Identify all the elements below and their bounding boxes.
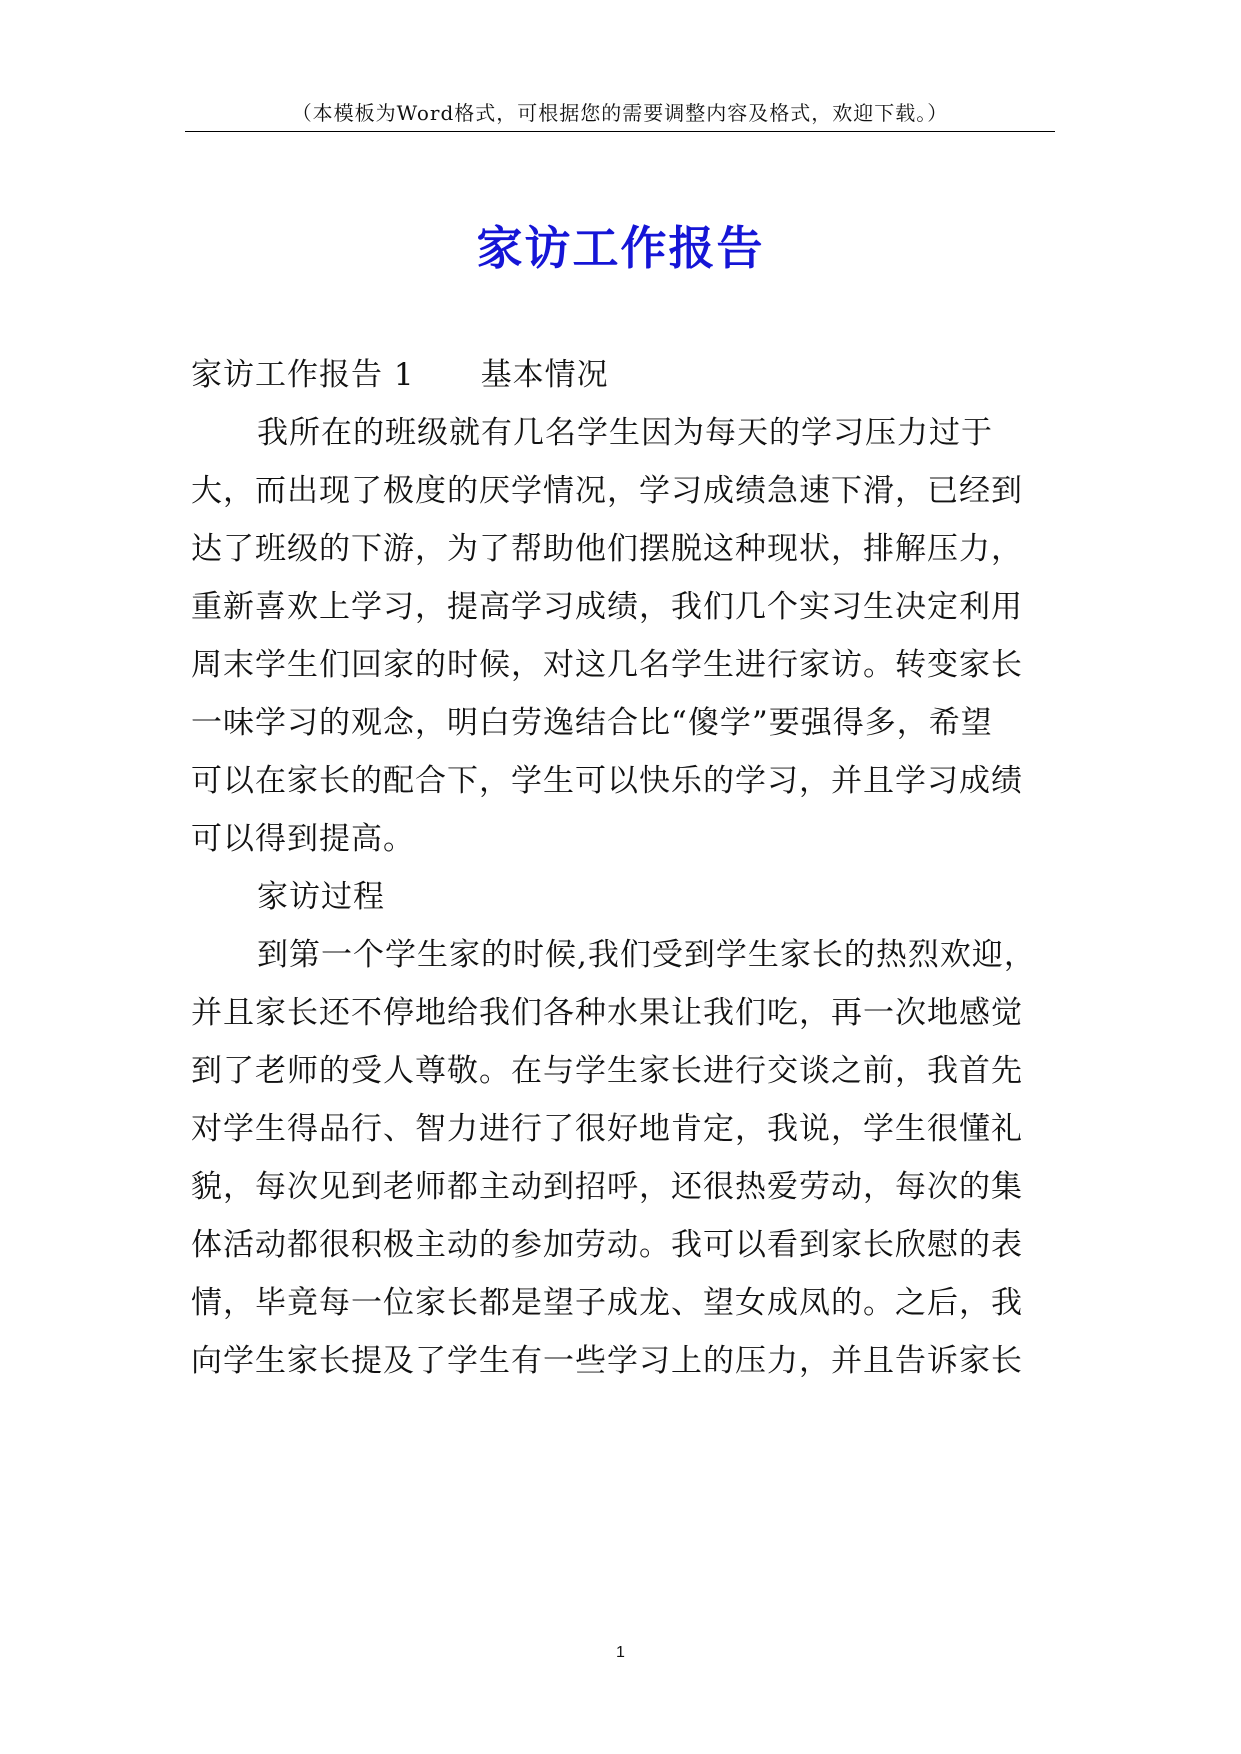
paragraph-line: 貌，每次见到老师都主动到招呼，还很热爱劳动，每次的集 <box>191 1169 1023 1205</box>
section-subheading: 基本情况 <box>480 357 609 393</box>
paragraph-line: 可以得到提高。 <box>191 821 415 857</box>
paragraph-line: 我所在的班级就有几名学生因为每天的学习压力过于 <box>257 415 993 451</box>
paragraph-line: 达了班级的下游，为了帮助他们摆脱这种现状，排解压力， <box>191 531 1023 567</box>
paragraph-line: 可以在家长的配合下，学生可以快乐的学习，并且学习成绩 <box>191 763 1023 799</box>
paragraph-line: 体活动都很积极主动的参加劳动。我可以看到家长欣慰的表 <box>191 1227 1023 1263</box>
section-heading-line <box>191 355 1071 395</box>
paragraph-line: 到第一个学生家的时候,我们受到学生家长的热烈欢迎， <box>257 937 1036 973</box>
paragraph-line: 到了老师的受人尊敬。在与学生家长进行交谈之前，我首先 <box>191 1053 1023 1089</box>
section-heading: 家访工作报告 1 <box>191 357 415 393</box>
paragraph-line: 情，毕竟每一位家长都是望子成龙、望女成凤的。之后，我 <box>191 1285 1023 1321</box>
paragraph-line: 向学生家长提及了学生有一些学习上的压力，并且告诉家长 <box>191 1343 1023 1379</box>
header-note: （本模板为Word格式，可根据您的需要调整内容及格式，欢迎下载。） <box>291 101 949 125</box>
page-number: 1 <box>616 1644 625 1661</box>
paragraph-line: 周末学生们回家的时候，对这几名学生进行家访。转变家长 <box>191 647 1023 683</box>
paragraph-line: 对学生得品行、智力进行了很好地肯定，我说，学生很懂礼 <box>191 1111 1023 1147</box>
header-divider <box>185 131 1055 132</box>
document-title: 家访工作报告 <box>476 221 765 275</box>
paragraph-line: 大，而出现了极度的厌学情况，学习成绩急速下滑，已经到 <box>191 473 1023 509</box>
paragraph-line: 一味学习的观念，明白劳逸结合比“傻学”要强得多，希望 <box>191 705 993 741</box>
paragraph-line: 并且家长还不停地给我们各种水果让我们吃，再一次地感觉 <box>191 995 1023 1031</box>
paragraph-line: 重新喜欢上学习，提高学习成绩，我们几个实习生决定利用 <box>191 589 1023 625</box>
section-heading: 家访过程 <box>257 879 385 915</box>
